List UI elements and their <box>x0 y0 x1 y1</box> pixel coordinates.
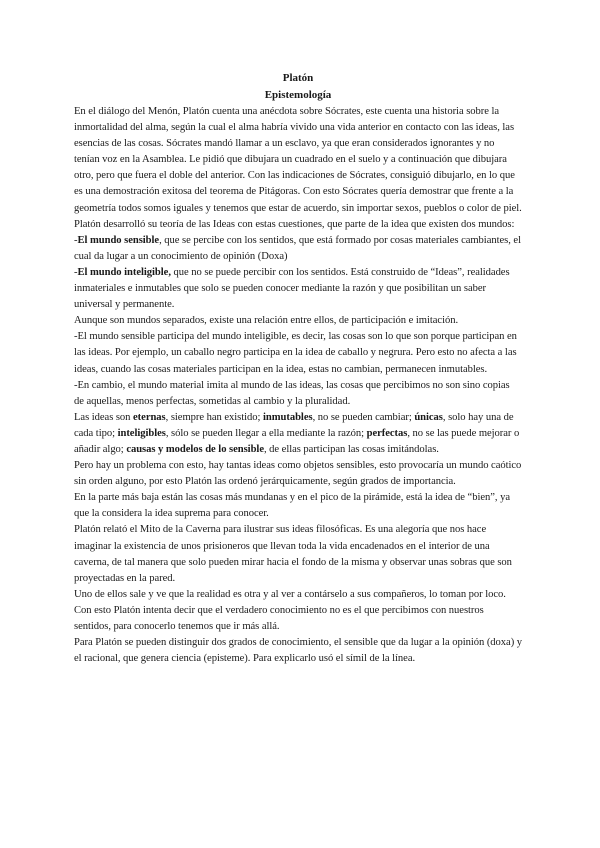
document-title: Platón <box>282 72 314 84</box>
text-run: Platón desarrolló su teoría de las Ideas con estas cuestiones, que parte de la idea que existen dos mundos: <box>74 218 515 230</box>
paragraph <box>74 265 522 313</box>
bold-term: inteligibles <box>117 427 166 439</box>
bold-term: perfectas <box>366 427 408 439</box>
text-run: - <box>74 234 78 246</box>
text-run: Platón relató el Mito de la Caverna para ilustrar sus ideas filosóficas. Es una alegoría que nos hace imaginar la existencia de unos prisioneros que llevan toda la vida encadenados en el interior de una caverna, de tal manera que solo pueden mirar hacia el fondo de la misma y observar unas sobras que son proyectadas en la pared. <box>74 524 512 584</box>
paragraph <box>74 587 522 635</box>
paragraph <box>74 410 522 458</box>
paragraph <box>74 458 522 490</box>
paragraph <box>74 233 522 265</box>
document-page <box>74 70 522 667</box>
bold-term: eternas <box>133 411 166 423</box>
text-run: , no se las puede mejorar o añadir algo; <box>74 427 520 455</box>
paragraph <box>74 378 522 410</box>
paragraph <box>74 104 522 217</box>
paragraph <box>74 635 522 667</box>
text-run: -El mundo sensible participa del mundo inteligible, es decir, las cosas son lo que son porque participan en las ideas. Por ejemplo, un caballo negro participa en la idea de caballo y negrura. Pero esto no afecta a las ideas, cuando las cosas materiales participan en la idea, estas no cambian, permanecen inmutables. <box>74 331 517 375</box>
paragraph <box>74 490 522 522</box>
text-run: Las ideas son <box>74 411 134 423</box>
text-run: , siempre han existido; <box>165 411 264 423</box>
text-run: Pero hay un problema con esto, hay tantas ideas como objetos sensibles, esto provocaría un mundo caótico sin orden alguno, por esto Platón las ordenó jerárquicamente, según grados de importancia. <box>74 460 522 488</box>
document-body <box>74 104 522 667</box>
paragraph <box>74 329 522 377</box>
bold-term: únicas <box>414 411 443 423</box>
text-run: Uno de ellos sale y ve que la realidad es otra y al ver a contárselo a sus compañeros, lo toman por loco. Con esto Platón intenta decir que el verdadero conocimiento no es el que percibimos con nuestros sentidos, para conocerlo tenemos que ir más allá. <box>74 588 506 632</box>
text-run: , no se pueden cambiar; <box>312 411 415 423</box>
document-subtitle: Epistemología <box>264 89 332 101</box>
bold-term: causas y modelos de lo sensible <box>126 443 264 455</box>
text-run: En el diálogo del Menón, Platón cuenta una anécdota sobre Sócrates, este cuenta una historia sobre la inmortalidad del alma, según la cual el alma habría vivido una vida anterior en contacto con las ideas, las esencias de las cosas. Sócrates mandó llamar a un esclavo, ya que eran considerados ignorantes y no tenían voz en la Asamblea. Le pidió que dibujara un cuadrado en el suelo y a continuación que dibujara otro, pero que fuera el doble del anterior. Con las indicaciones de Sócrates, consiguió dibujarlo, en lo que es una demostración exitosa del teorema de Pitágoras. Con esto Sócrates quería demostrar que frente a la geometría todos somos iguales y tenemos que estar de acuerdo, sin importar sexos, pueblos o color de piel. <box>74 106 522 214</box>
text-run: , sólo se pueden llegar a ella mediante la razón; <box>165 427 367 439</box>
text-run: , solo hay una de cada tipo; <box>74 411 514 439</box>
text-run: -En cambio, el mundo material imita al mundo de las ideas, las cosas que percibimos no son sino copias de aquellas, menos perfectas, sometidas al cambio y la pluralidad. <box>74 379 510 407</box>
text-run: que no se puede percibir con los sentidos. Está construido de “Ideas”, realidades inmateriales e inmutables que solo se pueden conocer mediante la razón y que posibilitan un saber universal y permanente. <box>74 266 510 311</box>
text-run: En la parte más baja están las cosas más mundanas y en el pico de la pirámide, está la idea de “bien”, ya que la considera la idea suprema para conocer. <box>74 492 510 520</box>
bold-term: El mundo sensible <box>77 234 160 246</box>
text-run: Para Platón se pueden distinguir dos grados de conocimiento, el sensible que da lugar a la opinión (doxa) y el racional, que genera ciencia (episteme). Para explicarlo usó el símil de la línea. <box>74 637 523 665</box>
text-run: Aunque son mundos separados, existe una relación entre ellos, de participación e imitación. <box>74 315 459 327</box>
text-run: - <box>74 266 78 278</box>
bold-term: inmutables <box>263 411 313 423</box>
text-run: , que se percibe con los sentidos, que está formado por cosas materiales cambiantes, el cual da lugar a un conocimiento de opinión (Doxa) <box>74 234 521 262</box>
bold-term: El mundo inteligible, <box>77 266 171 278</box>
text-run: , de ellas participan las cosas imitándolas. <box>263 443 439 455</box>
paragraph <box>74 313 522 329</box>
paragraph <box>74 217 522 233</box>
paragraph <box>74 522 522 586</box>
